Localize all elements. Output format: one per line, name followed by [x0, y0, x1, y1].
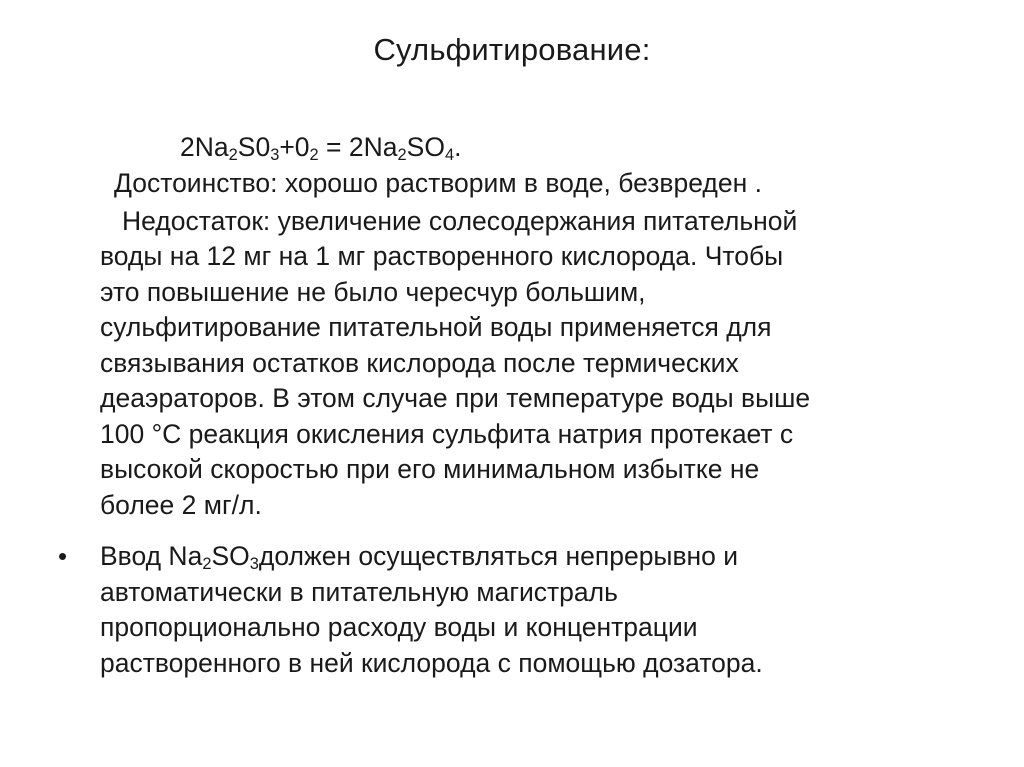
- formula-part: = 2Na: [318, 132, 398, 162]
- formula-subscript: 3: [249, 555, 259, 574]
- slide-title: Сульфитирование:: [373, 32, 651, 67]
- formula-part: .: [454, 132, 462, 162]
- disadvantage-paragraph: [100, 204, 980, 524]
- text-line: сульфитирование питательной воды применяется для: [100, 312, 772, 342]
- text-part: Ввод Na: [100, 541, 203, 571]
- text-line: высокой скоростью при его минимальном избытке не: [100, 454, 760, 484]
- text-line: деаэраторов. В этом случае при температуре воды выше: [100, 383, 811, 413]
- text-part: SO: [211, 541, 250, 571]
- formula-part: +0: [279, 132, 310, 162]
- bullet-icon: •: [58, 541, 68, 571]
- formula-subscript: 4: [444, 146, 455, 165]
- text-line: это повышение не было чересчур большим,: [100, 276, 646, 307]
- text-line: [100, 539, 980, 575]
- formula-subscript: 2: [309, 146, 319, 165]
- reaction-formula: [100, 128, 980, 166]
- formula-part: 2Na: [180, 132, 229, 162]
- text-line: более 2 мг/л.: [100, 489, 262, 520]
- formula-subscript: 2: [228, 146, 238, 165]
- text-line: пропорционально расходу воды и концентрации: [100, 612, 698, 642]
- formula-subscript: 2: [202, 555, 212, 574]
- formula-part: SO: [406, 132, 445, 162]
- slide-content: [58, 128, 980, 681]
- bullet-item: [58, 539, 980, 681]
- text-line: автоматически в питательную магистраль: [100, 576, 618, 607]
- formula-part: S0: [237, 132, 271, 162]
- text-part: должен осуществляться непрерывно и: [258, 541, 739, 571]
- text-line: Недостаток: увеличение солесодержания питательной: [122, 205, 798, 236]
- text-line: связывания остатков кислорода после термических: [100, 347, 739, 378]
- formula-subscript: 2: [397, 146, 407, 165]
- text-line: растворенного в ней кислорода с помощью дозатора.: [100, 647, 763, 678]
- text-line: 100 °С реакция окисления сульфита натрия протекает с: [100, 418, 794, 449]
- text-line: воды на 12 мг на 1 мг растворенного кислорода. Чтобы: [100, 241, 784, 271]
- advantage-text: Достоинство: хорошо растворим в воде, безвреден .: [114, 168, 762, 198]
- formula-subscript: 3: [270, 146, 280, 165]
